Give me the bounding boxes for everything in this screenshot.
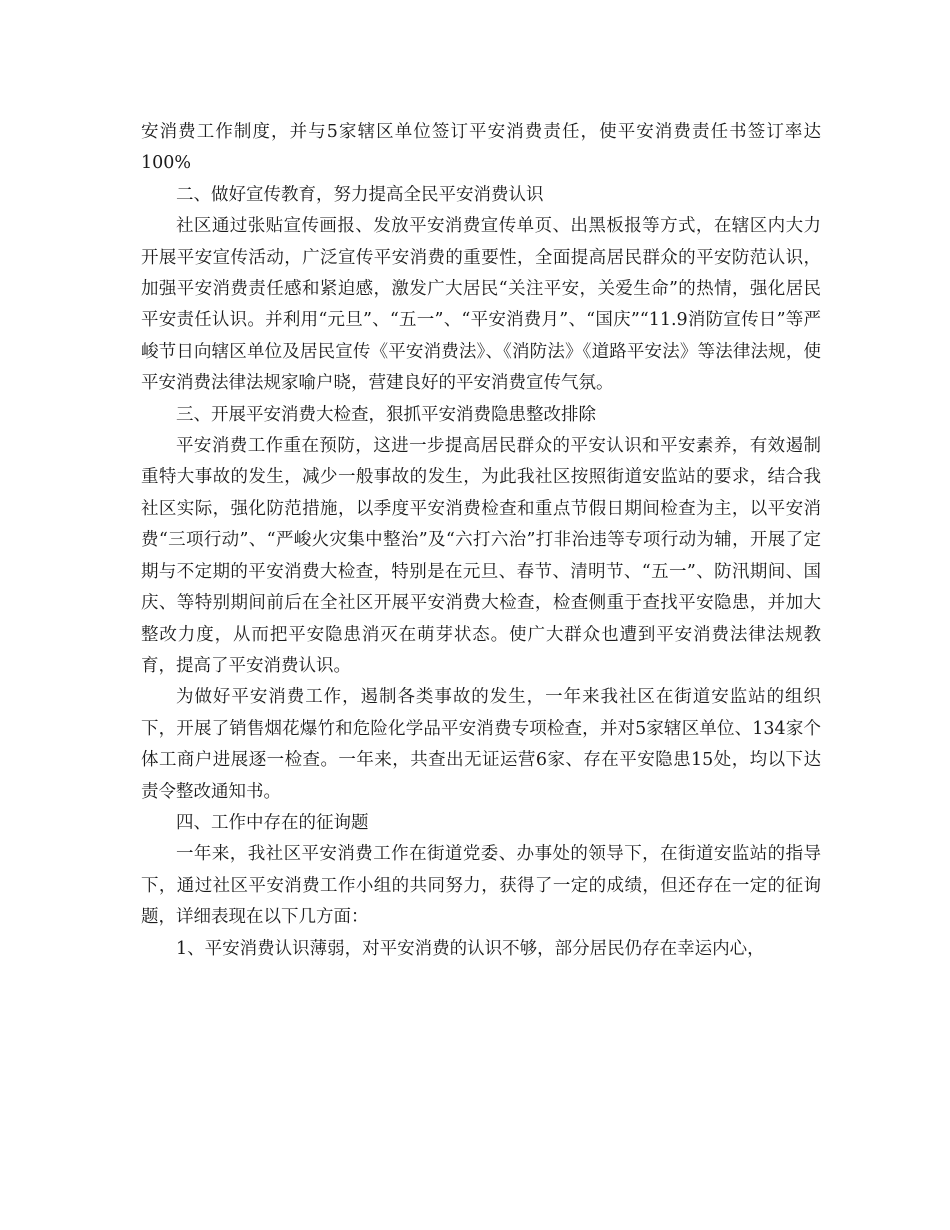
- paragraph-publicity: 社区通过张贴宣传画报、发放平安消费宣传单页、出黑板报等方式，在辖区内大力开展平安宣传活动，广泛宣传平安消费的重要性，全面提高居民群众的平安防范认识，加强平安消费责任感和紧迫感，激发广大居民“关注平安，关爱生命”的热情，强化居民平安责任认识。并利用“元旦”、“五一”、“平安消费月”、“国庆”“11.9消防宣传日”等严峻节日向辖区单位及居民宣传《平安消费法》、《消防法》《道路平安法》等法律法规，使平安消费法律法规家喻户晓，营建良好的平安消费宣传气氛。: [141, 216, 821, 394]
- paragraph-problems-intro: 一年来，我社区平安消费工作在街道党委、办事处的领导下，在街道安监站的指导下，通过社区平安消费工作小组的共同努力，获得了一定的成绩，但还存在一定的征询题，详细表现在以下几方面：: [141, 844, 821, 928]
- paragraph-continuation: 安消费工作制度，并与5家辖区单位签订平安消费责任，使平安消费责任书签订率达100%: [141, 122, 821, 174]
- section-heading-publicity: 二、做好宣传教育，努力提高全民平安消费认识: [176, 184, 544, 205]
- paragraph-problem-1: 1、平安消费认识薄弱，对平安消费的认识不够，部分居民仍存在幸运内心，: [176, 938, 765, 959]
- document-body: [141, 117, 821, 965]
- paragraph-special-inspection: 为做好平安消费工作，遏制各类事故的发生，一年来我社区在街道安监站的组织下，开展了销售烟花爆竹和危险化学品平安消费专项检查，并对5家辖区单位、134家个体工商户进展逐一检查。一年来，共查出无证运营6家、存在平安隐患15处，均以下达责令整改通知书。: [141, 687, 821, 802]
- section-heading-problems: 四、工作中存在的征询题: [176, 812, 369, 833]
- paragraph-inspection: 平安消费工作重在预防，这进一步提高居民群众的平安认识和平安素养，有效遏制重特大事故的发生，减少一般事故的发生，为此我社区按照街道安监站的要求，结合我社区实际，强化防范措施，以季度平安消费检查和重点节假日期间检查为主，以平安消费“三项行动”、“严峻火灾集中整治”及“六打六治”打非治违等专项行动为辅，开展了定期与不定期的平安消费大检查，特别是在元旦、春节、清明节、“五一”、防汛期间、国庆、等特别期间前后在全社区开展平安消费大检查，检查侧重于查找平安隐患，并加大整改力度，从而把平安隐患消灭在萌芽状态。使广大群众也遭到平安消费法律法规教育，提高了平安消费认识。: [141, 436, 821, 676]
- section-heading-inspection: 三、开展平安消费大检查，狠抓平安消费隐患整改排除: [176, 404, 596, 425]
